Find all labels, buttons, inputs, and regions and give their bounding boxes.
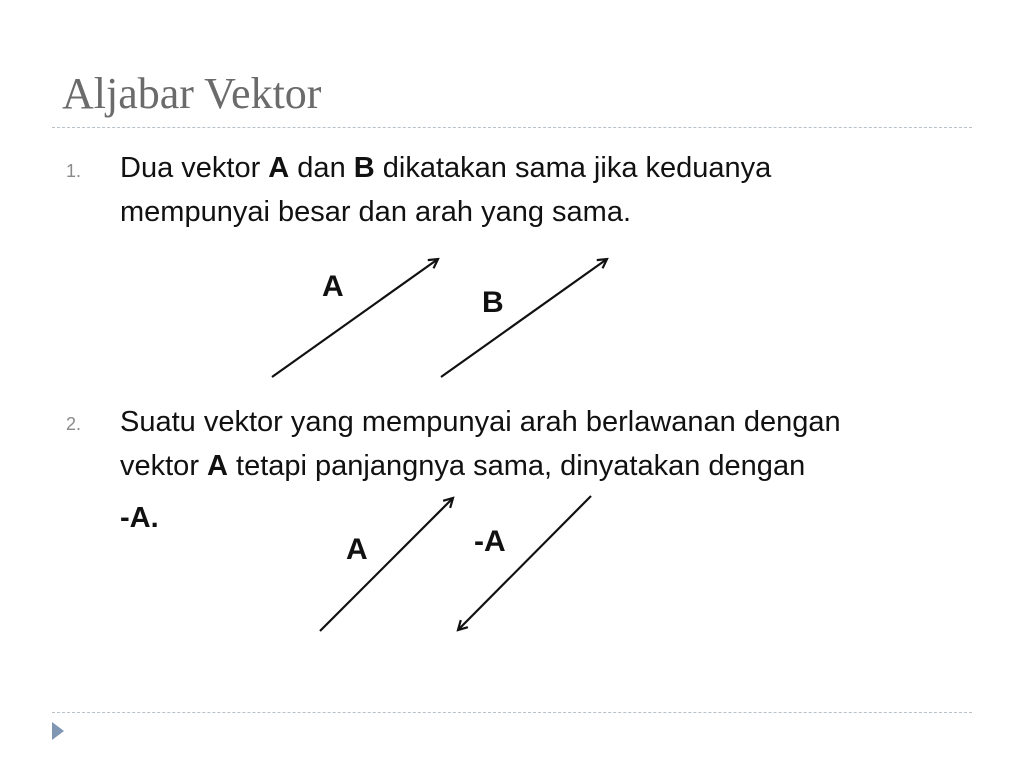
list-marker-2: 2. — [66, 414, 82, 434]
footer-divider — [52, 712, 972, 713]
vector-a-arrow — [272, 259, 438, 377]
bold-neg-a: -A. — [120, 502, 159, 534]
play-triangle-icon[interactable] — [52, 722, 64, 740]
list-item-2-line-1: Suatu vektor yang mempunyai arah berlawanan dengan — [120, 406, 841, 438]
text-run: dan — [289, 152, 354, 184]
text-run: dikatakan sama jika keduanya — [374, 152, 772, 184]
text-run: vektor — [120, 450, 208, 482]
vector-b-label: B — [482, 286, 504, 319]
list-marker-1: 1. — [66, 161, 82, 181]
vector-a-label: A — [322, 270, 344, 303]
text-run: Dua vektor — [120, 152, 269, 184]
list-item-2-line-2 — [120, 444, 960, 488]
bold-vector-a: A — [207, 450, 228, 482]
text-run: tetapi panjangnya sama, dinyatakan dengan — [227, 450, 806, 482]
list-item-2 — [120, 400, 960, 548]
vector-b-arrow — [441, 259, 607, 377]
bold-vector-b: B — [353, 152, 375, 184]
vector-neg-a-label: -A — [474, 525, 506, 558]
vector-a-label-2: A — [346, 533, 368, 566]
list-item-1-line-2: mempunyai besar dan arah yang sama. — [120, 196, 632, 228]
slide-title: Aljabar Vektor — [62, 69, 322, 118]
bold-vector-a: A — [268, 152, 290, 184]
list-item-2-line-3 — [120, 488, 960, 548]
